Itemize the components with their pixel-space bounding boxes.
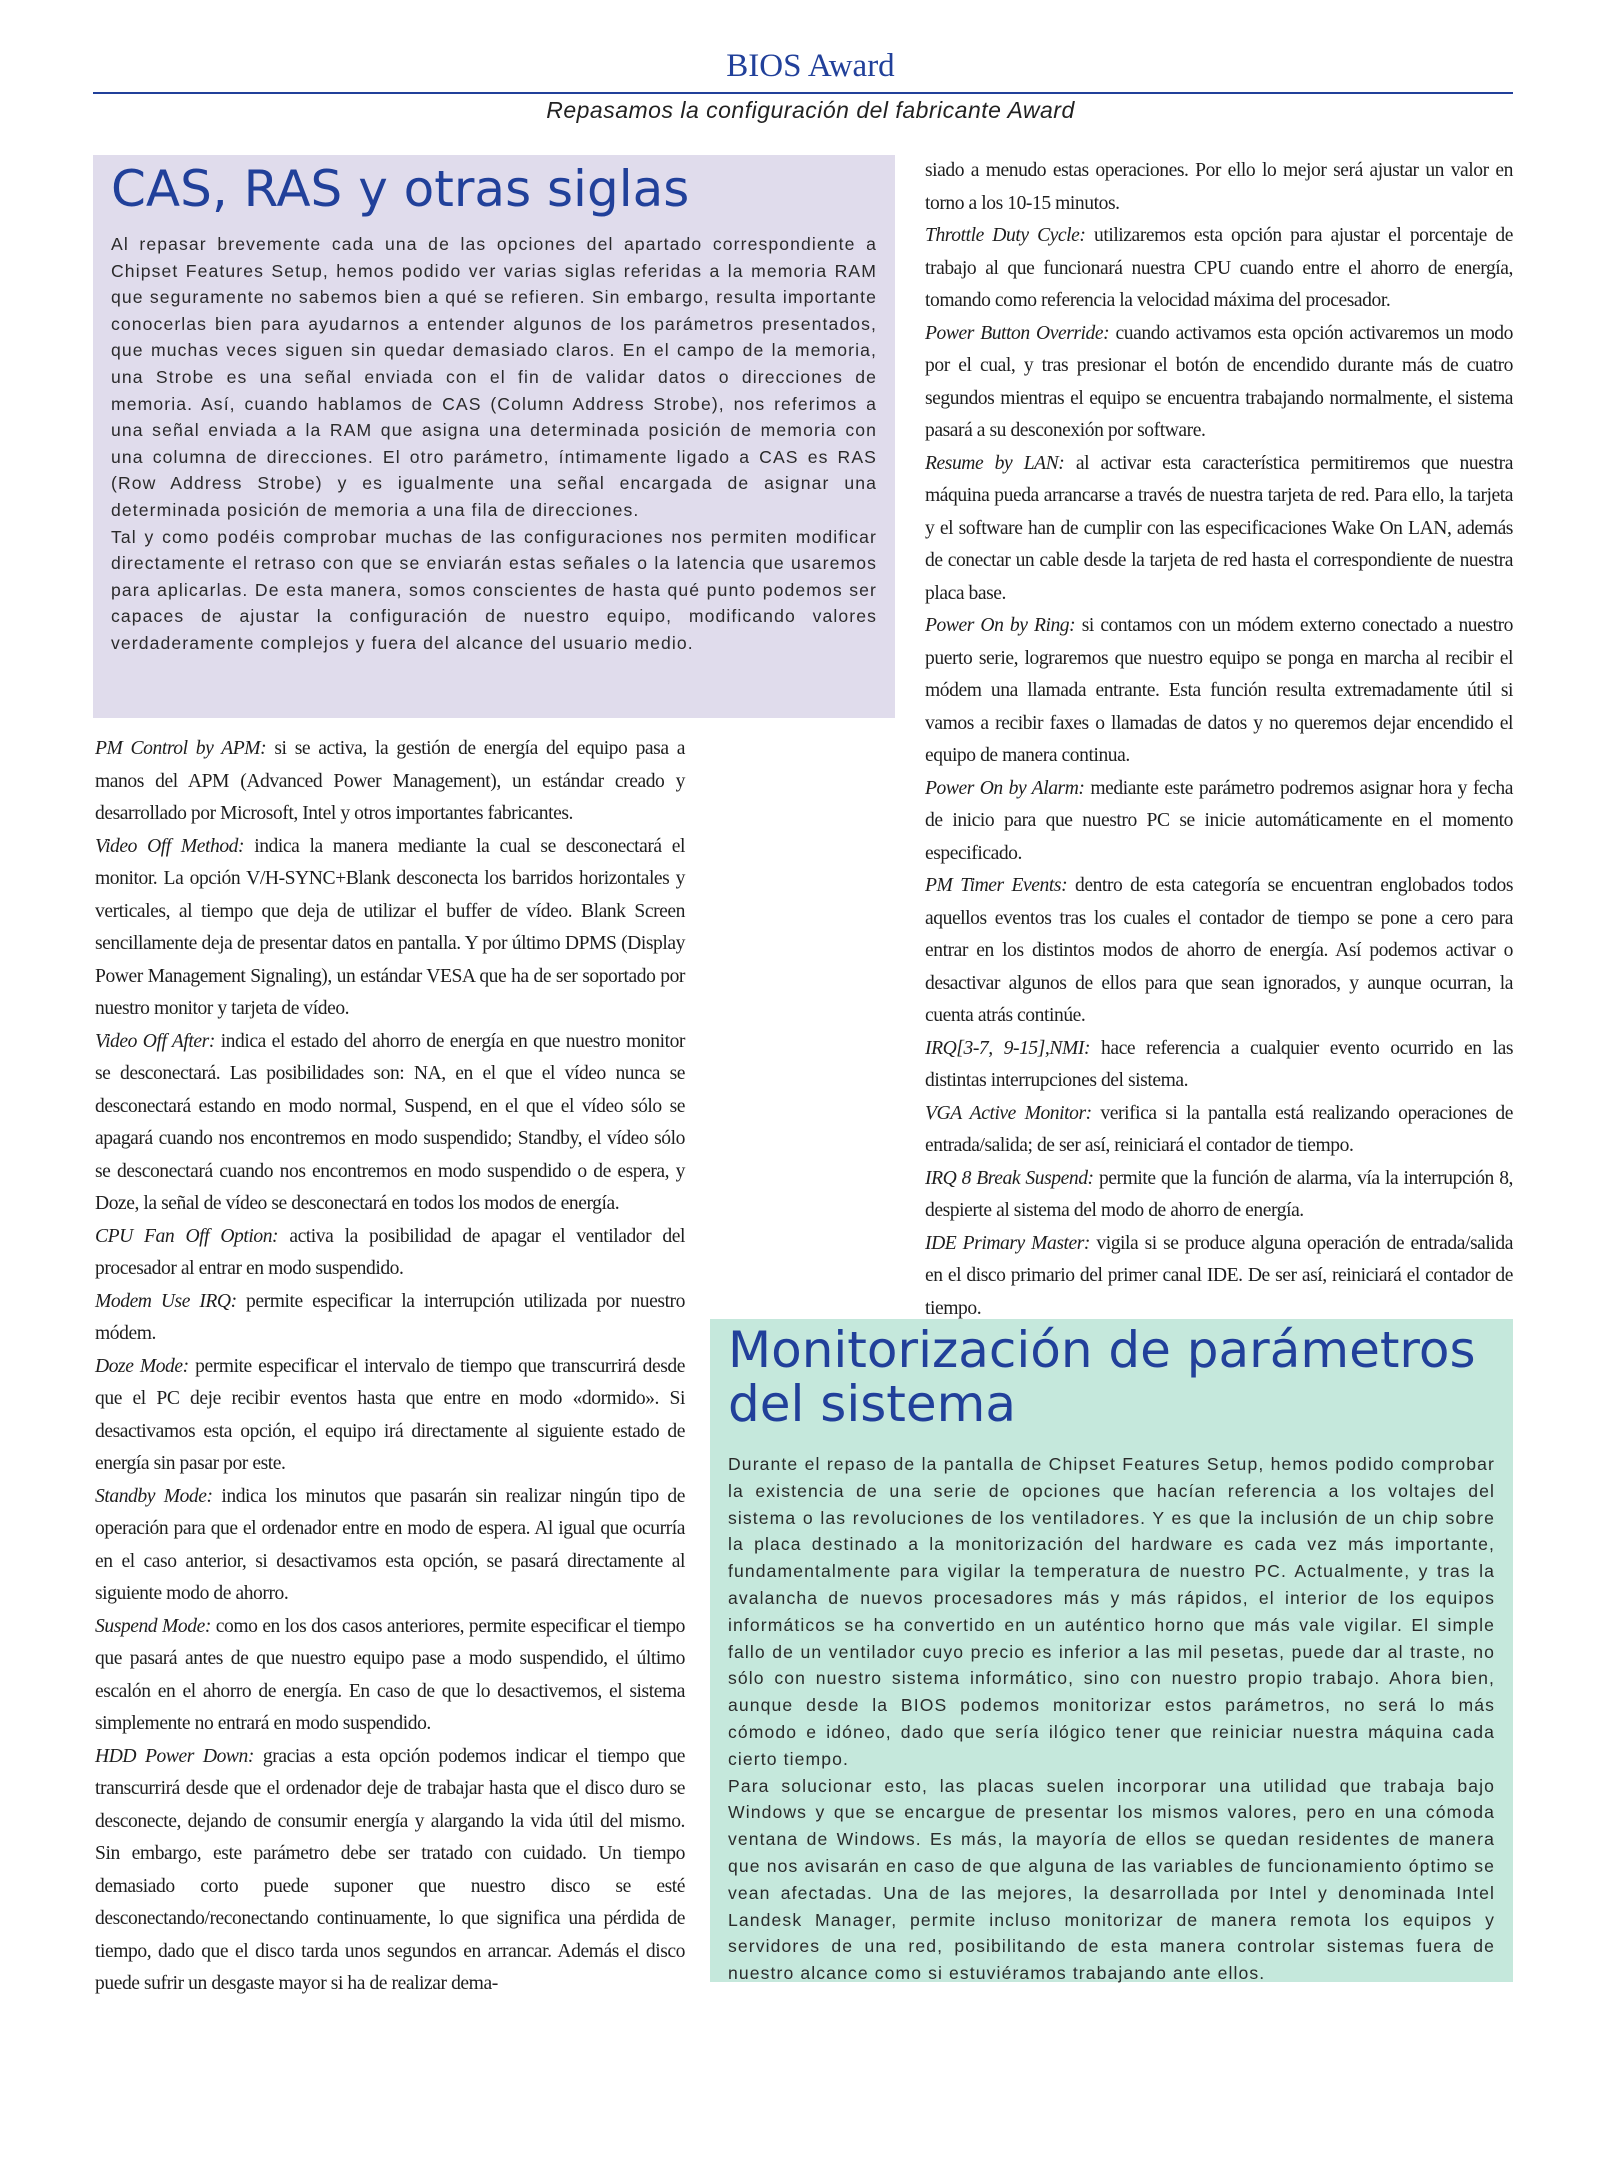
setting-entry bbox=[925, 870, 1513, 1033]
setting-term: PM Control by APM: bbox=[95, 738, 267, 759]
setting-description: permite que la función de alarma, vía la interrupción 8, despierte al sistema del modo de ahorro de energía. bbox=[925, 1167, 1514, 1221]
setting-entry bbox=[925, 610, 1513, 773]
setting-entry bbox=[95, 831, 685, 1026]
sidebar-monitorizacion bbox=[710, 1319, 1513, 1982]
setting-description: como en los dos casos anteriores, permite especificar el tiempo que pasará antes de que nuestro equipo pase a modo suspendido, el último escalón en el ahorro de energía. En caso de que lo desactivemos, el sistema simplemente no entrará en modo suspendido. bbox=[95, 1615, 685, 1734]
setting-description: indica el estado del ahorro de energía en que nuestro monitor se desconectará. Las posibilidades son: NA, en el que el vídeo nunca se desconectará estando en modo normal, Suspend, en el que el vídeo sólo se apagará cuando nos encontremos en modo suspendido; Standby, el vídeo sólo se desconectará cuando nos encontremos en modo suspendido o de espera, y Doze, la señal de vídeo se desconectará en todos los modos de energía. bbox=[95, 1030, 685, 1214]
page-subtitle: Repasamos la configuración del fabricante Award bbox=[546, 97, 1075, 123]
setting-description: cuando activamos esta opción activaremos un modo por el cual, y tras presionar el botón de encendido durante más de cuatro segundos mientras el equipo se encuentra trabajando normalmente, el sistema pasará a su desconexión por software. bbox=[925, 322, 1513, 441]
setting-description: siado a menudo estas operaciones. Por ello lo mejor será ajustar un valor en torno a los 10-15 minutos. bbox=[925, 160, 1513, 214]
setting-term: Standby Mode: bbox=[95, 1485, 213, 1507]
setting-term: IDE Primary Master: bbox=[925, 1232, 1091, 1254]
left-column bbox=[95, 733, 685, 2001]
sidebar-monitor-paragraph: Durante el repaso de la pantalla de Chipset Features Setup, hemos podido comprobar la existencia de una serie de opciones que hacían referencia a los voltajes del sistema o las revoluciones de los ventiladores. Y es que la inclusión de un chip sobre la placa destinado a la monitorización del hardware es cada vez más importante, fundamentalmente para vigilar la temperatura de nuestro PC. Actualmente, y tras la avalancha de nuevos procesadores más y más rápidos, el interior de los equipos informáticos se ha convertido en un auténtico horno que más vale vigilar. El simple fallo de un ventilador cuyo precio es inferior a las mil pesetas, puede dar al traste, no sólo con nuestro sistema informático, sino con nuestro propio trabajo. Ahora bien, aunque desde la BIOS podemos monitorizar estos parámetros, no será lo más cómodo e idóneo, dado que sería ilógico tener que reiniciar nuestra máquina cada cierto tiempo. bbox=[728, 1454, 1495, 1769]
setting-term: IRQ 8 Break Suspend: bbox=[925, 1167, 1094, 1189]
setting-description: utilizaremos esta opción para ajustar el porcentaje de trabajo al que funcionará nuestra CPU cuando entre el ahorro de energía, tomando como referencia la velocidad máxima del procesador. bbox=[925, 225, 1513, 311]
setting-description: mediante este parámetro podremos asignar hora y fecha de inicio para que nuestro PC se inicie automáticamente en el momento especificado. bbox=[925, 777, 1513, 864]
setting-description: indica la manera mediante la cual se desconectará el monitor. La opción V/H-SYNC+Blank desconecta los barridos horizontales y verticales, al tiempo que deja de utilizar el buffer de vídeo. Blank Screen sencillamente deja de presentar datos en pantalla. Y por último DPMS (Display Power Management Signaling), un estándar VESA que ha de ser soportado por nuestro monitor y tarjeta de vídeo. bbox=[95, 835, 686, 1019]
setting-description: permite especificar el intervalo de tiempo que transcurrirá desde que el PC deje recibir eventos hasta que entre en modo «dormido». Si desactivamos esta opción, el equipo irá directamente al siguiente estado de energía sin pasar por este. bbox=[95, 1355, 685, 1474]
page-header-title: BIOS Award bbox=[726, 48, 895, 84]
setting-entry bbox=[925, 1098, 1513, 1163]
setting-term: Power On by Alarm: bbox=[925, 777, 1085, 799]
setting-term: Suspend Mode: bbox=[95, 1615, 211, 1637]
setting-entry bbox=[925, 1228, 1513, 1326]
setting-entry bbox=[95, 1481, 685, 1611]
setting-entry bbox=[925, 220, 1513, 318]
setting-entry bbox=[925, 1033, 1513, 1098]
setting-entry bbox=[95, 1351, 685, 1481]
setting-term: IRQ[3-7, 9-15],NMI: bbox=[925, 1037, 1091, 1059]
setting-term: Resume by LAN: bbox=[925, 452, 1065, 474]
sidebar-cas-ras bbox=[93, 155, 895, 718]
setting-term: HDD Power Down: bbox=[95, 1745, 254, 1767]
setting-entry bbox=[925, 318, 1513, 448]
setting-entry bbox=[925, 773, 1513, 871]
setting-description: hace referencia a cualquier evento ocurrido en las distintas interrupciones del sistema. bbox=[925, 1037, 1513, 1091]
setting-entry bbox=[95, 1026, 685, 1221]
setting-description: verifica si la pantalla está realizando operaciones de entrada/salida; de ser así, reiniciará el contador de tiempo. bbox=[925, 1102, 1513, 1156]
setting-term: Doze Mode: bbox=[95, 1355, 189, 1377]
setting-entry bbox=[925, 155, 1513, 220]
setting-description: dentro de esta categoría se encuentran englobados todos aquellos eventos tras los cuales el contador de tiempo se pone a cero para entrar en los distintos modos de ahorro de energía. Así podemos activar o desactivar algunos de ellos para que sean ignorados, y aunque ocurran, la cuenta atrás continúe. bbox=[925, 875, 1514, 1026]
setting-term: Video Off After: bbox=[95, 1030, 215, 1052]
sidebar-cas-paragraph: Al repasar brevemente cada una de las opciones del apartado correspondiente a Chipset Features Setup, hemos podido ver varias siglas referidas a la memoria RAM que seguramente no sabemos bien a qué se refieren. Sin embargo, resulta importante conocerlas bien para ayudarnos a entender algunos de los parámetros presentados, que muchas veces siguen sin quedar demasiado claros. En el campo de la memoria, una Strobe es una señal enviada con el fin de validar datos o direcciones de memoria. Así, cuando hablamos de CAS (Column Address Strobe), nos referimos a una señal enviada a la RAM que asigna una determinada posición de memoria con una columna de direcciones. El otro parámetro, íntimamente ligado a CAS es RAS (Row Address Strobe) y es igualmente una señal encargada de asignar una determinada posición de memoria a una fila de direcciones. bbox=[111, 234, 877, 520]
setting-term: Power On by Ring: bbox=[925, 615, 1076, 636]
setting-term: Power Button Override: bbox=[925, 322, 1110, 344]
setting-entry bbox=[95, 1221, 685, 1286]
setting-entry bbox=[95, 1611, 685, 1741]
header-divider bbox=[93, 92, 1513, 94]
setting-description: indica los minutos que pasarán sin realizar ningún tipo de operación para que el ordenador entre en modo de espera. Al igual que ocurría en el caso anterior, si desactivamos esta opción, se pasará directamente al siguiente modo de ahorro. bbox=[95, 1485, 685, 1604]
setting-entry bbox=[95, 1286, 685, 1351]
sidebar-monitor-paragraph: Para solucionar esto, las placas suelen incorporar una utilidad que trabaja bajo Windows y que se encargue de presentar los mismos valores, pero en una cómoda ventana de Windows. Es más, la mayoría de ellos se quedan residentes de manera que nos avisarán en caso de que alguna de las variables de funcionamiento óptimo se vean afectadas. Una de las mejores, la desarrollada por Intel y denominada Intel Landesk Manager, permite incluso monitorizar de manera remota los equipos y servidores de una red, posibilitando de esta manera controlar sistemas fuera de nuestro alcance como si estuviéramos trabajando ante ellos. bbox=[728, 1775, 1495, 1984]
setting-description: vigila si se produce alguna operación de entrada/salida en el disco primario del primer canal IDE. De ser así, reiniciará el contador de tiempo. bbox=[925, 1232, 1513, 1319]
sidebar-cas-body bbox=[111, 231, 877, 657]
setting-entry bbox=[95, 733, 685, 831]
setting-description: permite especificar la interrupción utilizada por nuestro módem. bbox=[95, 1290, 685, 1344]
sidebar-monitor-title: Monitorización de parámetros del sistema bbox=[728, 1321, 1476, 1433]
setting-term: Modem Use IRQ: bbox=[95, 1290, 237, 1312]
setting-term: VGA Active Monitor: bbox=[925, 1102, 1092, 1124]
setting-term: CPU Fan Off Option: bbox=[95, 1225, 279, 1247]
setting-term: Video Off Method: bbox=[95, 835, 245, 857]
setting-entry bbox=[95, 1741, 685, 2001]
sidebar-monitor-body bbox=[728, 1451, 1495, 1987]
setting-term: Throttle Duty Cycle: bbox=[925, 225, 1086, 246]
setting-term: PM Timer Events: bbox=[925, 875, 1068, 896]
sidebar-cas-title: CAS, RAS y otras siglas bbox=[111, 160, 690, 218]
setting-description: si se activa, la gestión de energía del equipo pasa a manos del APM (Advanced Power Management), un estándar creado y desarrollado por Microsoft, Intel y otros importantes fabricantes. bbox=[95, 738, 685, 824]
setting-description: si contamos con un módem externo conectado a nuestro puerto serie, lograremos que nuestro equipo se ponga en marcha al recibir el módem una llamada entrante. Esta función resulta extremadamente útil si vamos a recibir faxes o llamadas de datos y no queremos dejar encendido el equipo de manera continua. bbox=[925, 615, 1513, 766]
sidebar-cas-paragraph: Tal y como podéis comprobar muchas de las configuraciones nos permiten modificar directamente el retraso con que se enviarán estas señales o la latencia que usaremos para aplicarlas. De esta manera, somos conscientes de hasta qué punto podemos ser capaces de ajustar la configuración de nuestro equipo, modificando valores verdaderamente complejos y fuera del alcance del usuario medio. bbox=[111, 526, 877, 653]
setting-description: activa la posibilidad de apagar el ventilador del procesador al entrar en modo suspendido. bbox=[95, 1225, 685, 1279]
setting-entry bbox=[925, 448, 1513, 611]
right-column bbox=[925, 155, 1513, 1325]
setting-description: al activar esta característica permitiremos que nuestra máquina pueda arrancarse a través de nuestra tarjeta de red. Para ello, la tarjeta y el software han de cumplir con las especificaciones Wake On LAN, además de conectar un cable desde la tarjeta de red hasta el correspondiente de nuestra placa base. bbox=[925, 452, 1513, 604]
setting-description: gracias a esta opción podemos indicar el tiempo que transcurrirá desde que el ordenador deje de trabajar hasta que el disco duro se desconecte, dejando de consumir energía y alargando la vida útil del mismo. Sin embargo, este parámetro debe ser tratado con cuidado. Un tiempo demasiado corto puede suponer que nuestro disco se esté desconectando/reconectando continuamente, lo que significa una pérdida de tiempo, dado que el disco tarda unos segundos en arrancar. Además el disco puede sufrir un desgaste mayor si ha de realizar dema- bbox=[95, 1745, 685, 1994]
setting-entry bbox=[925, 1163, 1513, 1228]
